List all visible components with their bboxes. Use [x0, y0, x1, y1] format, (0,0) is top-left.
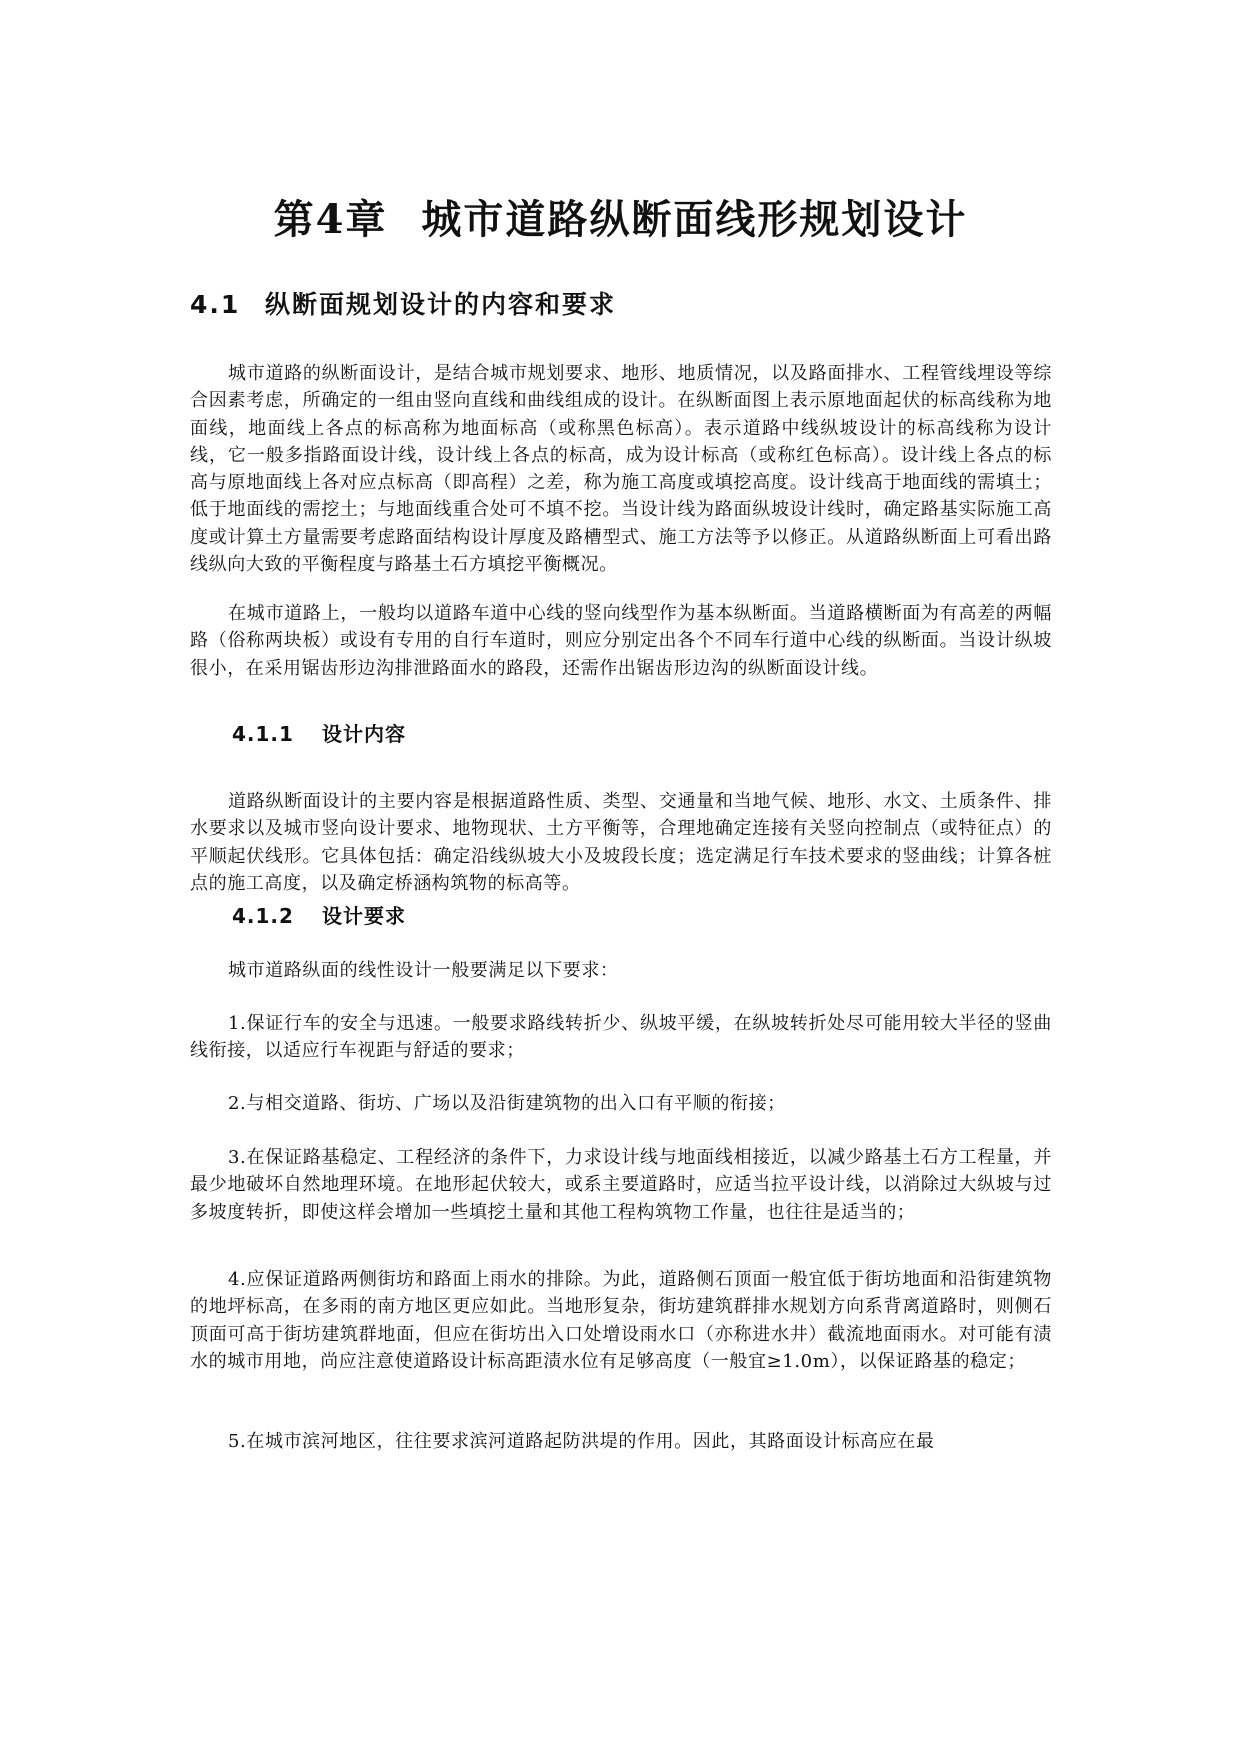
- intro-paragraph-2: 在城市道路上，一般均以道路车道中心线的竖向线型作为基本纵断面。当道路横断面为有高差的两幅路（俗称两块板）或设有专用的自行车道时，则应分别定出各个不同车行道中心线的纵断面。当设计纵坡很小，在采用锯齿形边沟排泄路面水的路段，还需作出锯齿形边沟的纵断面设计线。: [190, 603, 1052, 679]
- chapter-number: 第4章: [273, 196, 388, 243]
- subsection-number: 4.1.2: [232, 904, 294, 928]
- section-title-text: 纵断面规划设计的内容和要求: [265, 290, 617, 319]
- chapter-title: [0, 188, 1241, 245]
- subsection-title-text: 设计要求: [322, 904, 406, 928]
- requirement-item-4: 4.应保证道路两侧街坊和路面上雨水的排除。为此，道路侧石顶面一般宜低于街坊地面和沿街建筑物的地坪标高，在多雨的南方地区更应如此。当地形复杂，街坊建筑群排水规划方向系背离道路时，则侧石顶面可高于街坊建筑群地面，但应在街坊出入口处增设雨水口（亦称进水井）截流地面雨水。对可能有渍水的城市用地，尚应注意使道路设计标高距渍水位有足够高度（一般宜≥1.0m），以保证路基的稳定；: [190, 1269, 1052, 1372]
- subsection-title-text: 设计内容: [322, 722, 406, 746]
- requirement-item-5: 5.在城市滨河地区，往往要求滨河道路起防洪堤的作用。因此，其路面设计标高应在最: [228, 1431, 935, 1452]
- subsection-number: 4.1.1: [232, 722, 294, 746]
- section-number: 4.1: [190, 290, 241, 319]
- subsection-heading-design-content: [232, 718, 406, 747]
- subsection-heading-design-requirements: [232, 900, 406, 929]
- chapter-title-text: 城市道路纵断面线形规划设计: [421, 196, 968, 243]
- section-heading: [190, 285, 616, 321]
- requirement-item-3: 3.在保证路基稳定、工程经济的条件下，力求设计线与地面线相接近，以减少路基土石方工程量，并最少地破坏自然地理环境。在地形起伏较大，或系主要道路时，应适当拉平设计线，以消除过大纵坡与过多坡度转折，即使这样会增加一些填挖土量和其他工程构筑物工作量，也往往是适当的；: [190, 1147, 1052, 1223]
- intro-paragraph-1: 城市道路的纵断面设计，是结合城市规划要求、地形、地质情况，以及路面排水、工程管线埋设等综合因素考虑，所确定的一组由竖向直线和曲线组成的设计。在纵断面图上表示原地面起伏的标高线称为地面线，地面线上各点的标高称为地面标高（或称黑色标高）。表示道路中线纵坡设计的标高线称为设计线，它一般多指路面设计线，设计线上各点的标高，成为设计标高（或称红色标高）。设计线上各点的标高与原地面线上各对应点标高（即高程）之差，称为施工高度或填挖高度。设计线高于地面线的需填土；低于地面线的需挖土；与地面线重合处可不填不挖。当设计线为路面纵坡设计线时，确定路基实际施工高度或计算土方量需要考虑路面结构设计厚度及路槽型式、施工方法等予以修正。从道路纵断面上可看出路线纵向大致的平衡程度与路基土石方填挖平衡概况。: [190, 363, 1052, 576]
- design-content-paragraph: 道路纵断面设计的主要内容是根据道路性质、类型、交通量和当地气候、地形、水文、土质条件、排水要求以及城市竖向设计要求、地物现状、土方平衡等，合理地确定连接有关竖向控制点（或特征点）的平顺起伏线形。它具体包括：确定沿线纵坡大小及坡段长度；选定满足行车技术要求的竖曲线；计算各桩点的施工高度，以及确定桥涵构筑物的标高等。: [190, 791, 1052, 894]
- requirements-intro: 城市道路纵面的线性设计一般要满足以下要求：: [228, 960, 619, 981]
- requirement-item-2: 2.与相交道路、街坊、广场以及沿街建筑物的出入口有平顺的衔接；: [228, 1093, 786, 1114]
- requirement-item-1: 1.保证行车的安全与迅速。一般要求路线转折少、纵坡平缓，在纵坡转折处尽可能用较大半径的竖曲线衔接，以适应行车视距与舒适的要求；: [190, 1013, 1052, 1062]
